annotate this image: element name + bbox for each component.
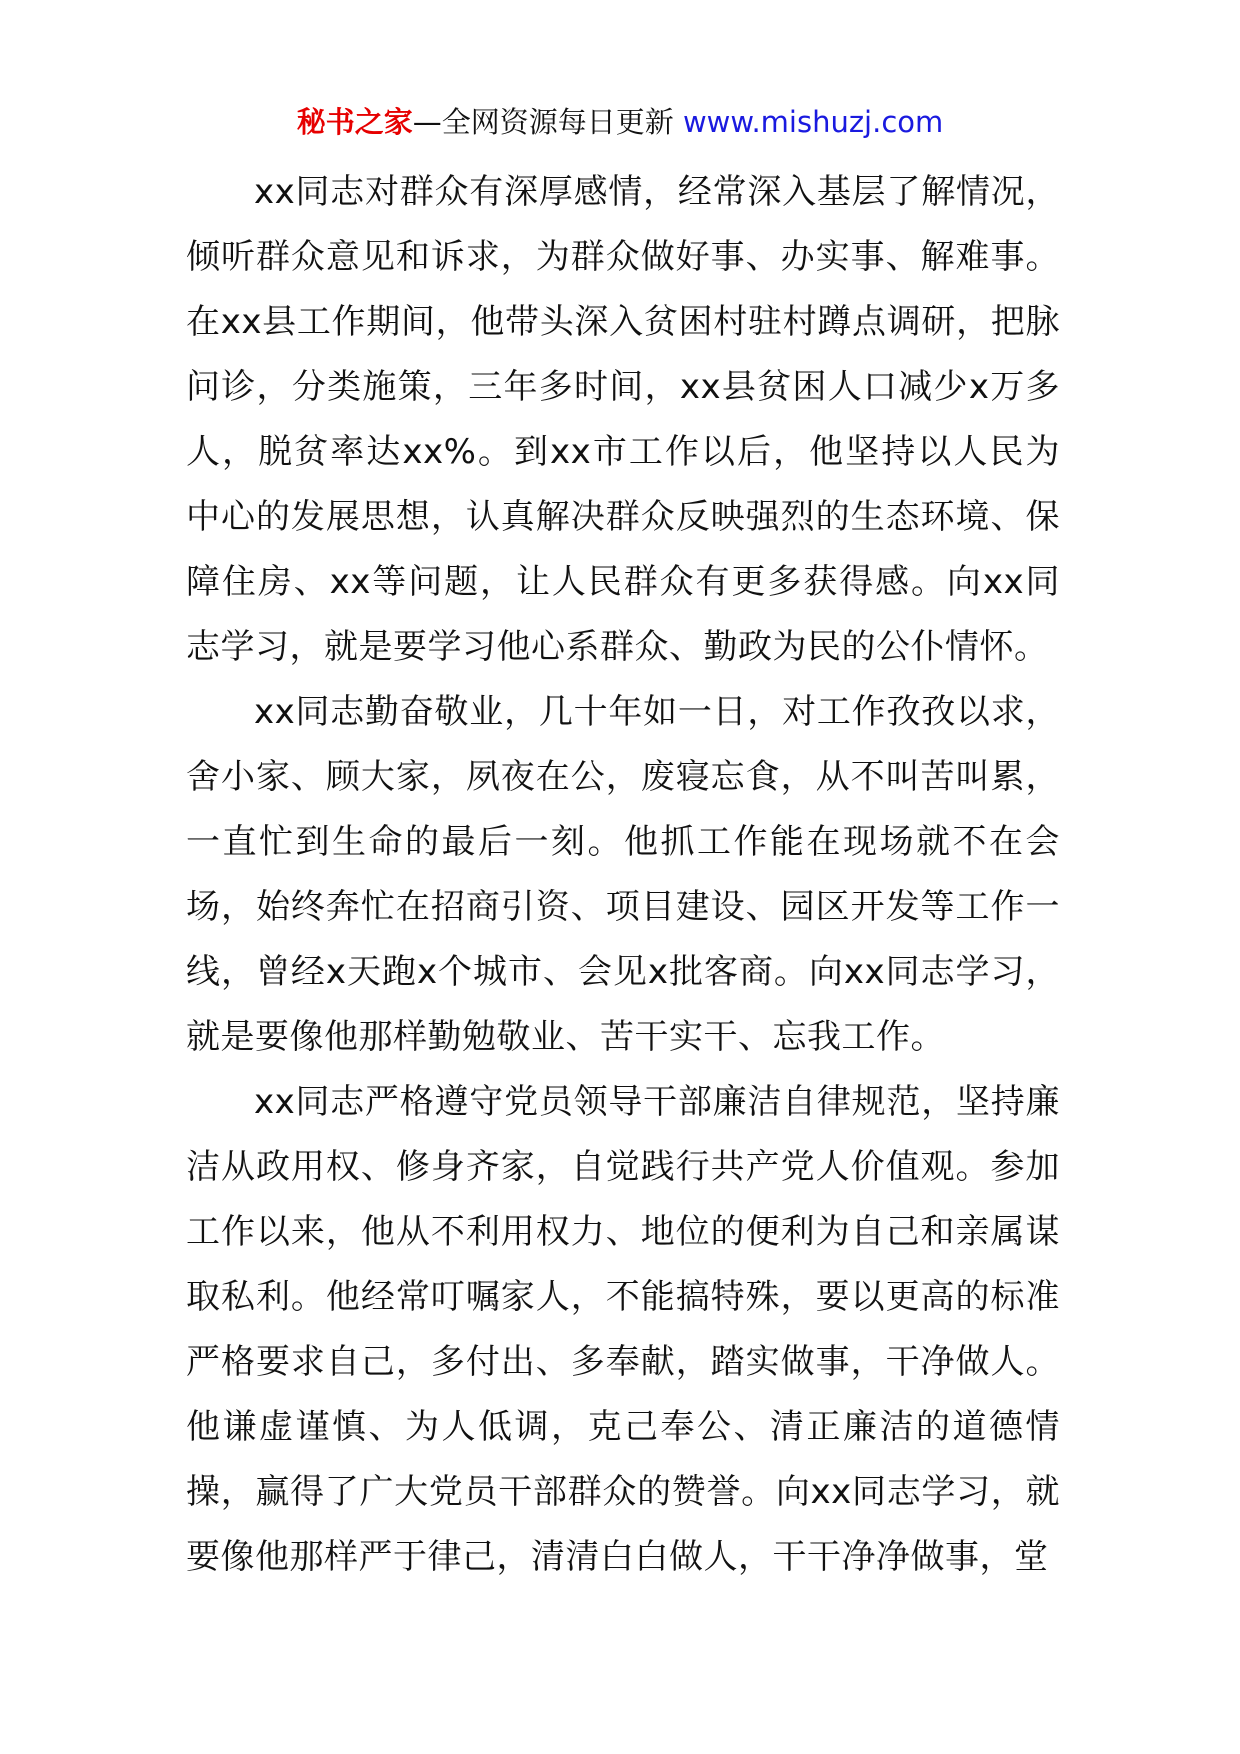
paragraph-1: xx同志对群众有深厚感情，经常深入基层了解情况，倾听群众意见和诉求，为群众做好事、办实事、解难事。在xx县工作期间，他带头深入贫困村驻村蹲点调研，把脉问诊，分类施策，三年多时间，xx县贫困人口减少x万多人，脱贫率达xx%。到xx市工作以后，他坚持以人民为中心的发展思想，认真解决群众反映强烈的生态环境、保障住房、xx等问题，让人民群众有更多获得感。向xx同志学习，就是要学习他心系群众、勤政为民的公仆情怀。 [186, 172, 1060, 667]
header-tagline: —全网资源每日更新 [412, 105, 683, 139]
paragraph-2: xx同志勤奋敬业，几十年如一日，对工作孜孜以求，舍小家、顾大家，夙夜在公，废寝忘食，从不叫苦叫累，一直忙到生命的最后一刻。他抓工作能在现场就不在会场，始终奔忙在招商引资、项目建设、园区开发等工作一线，曾经x天跑x个城市、会见x批客商。向xx同志学习，就是要像他那样勤勉敬业、苦干实干、忘我工作。 [186, 692, 1060, 1057]
page-header [0, 102, 1240, 142]
paragraph-3: xx同志严格遵守党员领导干部廉洁自律规范，坚持廉洁从政用权、修身齐家，自觉践行共产党人价值观。参加工作以来，他从不利用权力、地位的便利为自己和亲属谋取私利。他经常叮嘱家人，不能搞特殊，要以更高的标准严格要求自己，多付出、多奉献，踏实做事，干净做人。他谦虚谨慎、为人低调，克己奉公、清正廉洁的道德情操，赢得了广大党员干部群众的赞誉。向xx同志学习，就要像他那样严于律己，清清白白做人，干干净净做事，堂 [186, 1082, 1060, 1577]
brand-name: 秘书之家 [296, 105, 413, 139]
document-body [186, 160, 1060, 1590]
website-link[interactable]: www.mishuzj.com [682, 105, 944, 139]
